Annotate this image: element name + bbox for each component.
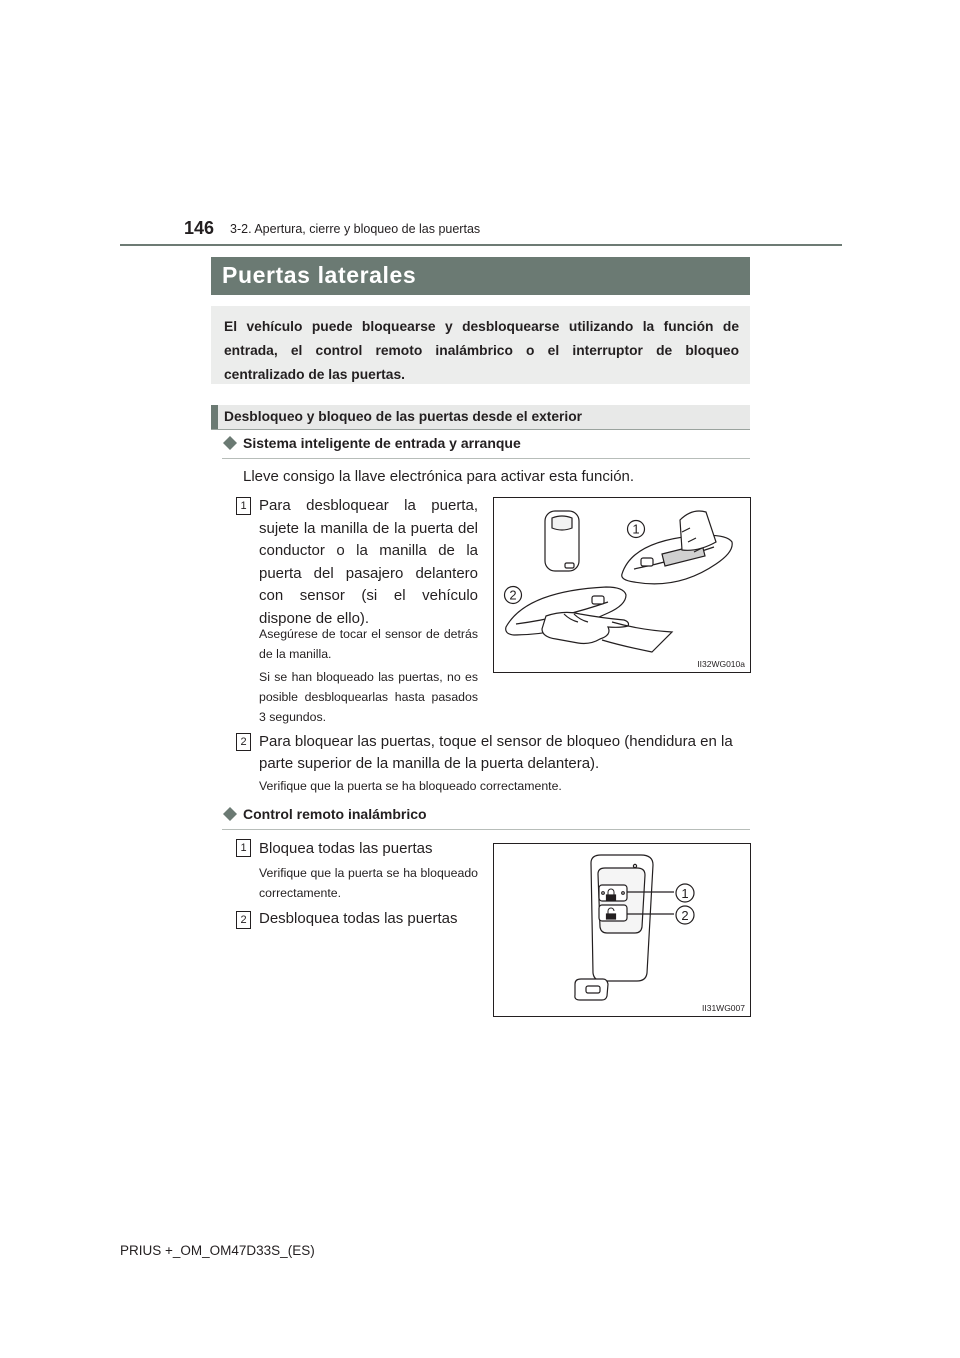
subsection-title: Desbloqueo y bloqueo de las puertas desde el exterior <box>224 409 583 424</box>
page-title: Puertas laterales <box>222 262 417 288</box>
page-number: 146 <box>184 218 215 238</box>
remote-heading-text: Control remoto inalámbrico <box>243 806 427 822</box>
step-badge-1: 1 <box>236 497 251 515</box>
step-2-text: Para bloquear las puertas, toque el sensor de bloqueo (hendidura en la parte superior de la manilla de la puerta delantera). <box>259 733 733 772</box>
figure-1-callout-1: 1 <box>632 521 640 537</box>
page-title-bar <box>211 257 750 295</box>
subsection-accent <box>211 405 218 429</box>
remote-badge-1: 1 <box>236 839 251 857</box>
remote-item-2-text: Desbloquea todas las puertas <box>259 910 458 927</box>
smart-entry-heading-text: Sistema inteligente de entrada y arranque <box>243 435 521 451</box>
subsection-bar <box>211 405 750 430</box>
door-handle-figure <box>493 497 751 673</box>
remote-item-1-text: Bloquea todas las puertas <box>259 840 433 857</box>
figure-2-callout-1: 1 <box>681 886 689 901</box>
step-badge-2: 2 <box>236 733 251 751</box>
figure-1-code: II32WG010a <box>697 659 745 669</box>
figure-1-callout-2: 2 <box>509 587 517 603</box>
figure-2-code: II31WG007 <box>702 1003 745 1013</box>
diamond-icon <box>222 806 238 822</box>
remote-item-1-note: Verifique que la puerta se ha bloqueado correctamente. <box>259 866 478 900</box>
remote-heading <box>222 805 750 830</box>
smart-entry-heading <box>222 434 750 459</box>
remote-badge-2: 2 <box>236 911 251 929</box>
header-divider <box>120 244 842 246</box>
smart-entry-intro: Lleve consigo la llave electrónica para activar esta función. <box>243 468 635 485</box>
figure-2-callout-2: 2 <box>681 908 689 923</box>
intro-box <box>211 306 750 384</box>
door-handle-illustration <box>494 498 750 672</box>
step-1-text: Para desbloquear la puerta, sujete la manilla de la puerta del conductor o la manilla de la puerta del pasajero delantero con sensor (si el vehículo dispone de ello). <box>259 497 478 627</box>
section-breadcrumb: 3-2. Apertura, cierre y bloqueo de las puertas <box>230 222 481 236</box>
footer-doc-code: PRIUS +_OM_OM47D33S_(ES) <box>120 1243 315 1258</box>
key-fob-figure <box>493 843 751 1017</box>
diamond-icon <box>222 435 238 451</box>
intro-text: El vehículo puede bloquearse y desbloquearse utilizando la función de entrada, el control remoto inalámbrico o el interruptor de bloqueo centralizado de las puertas. <box>224 319 739 382</box>
key-fob-illustration <box>494 844 750 1016</box>
step-1-note-1: Asegúrese de tocar el sensor de detrás de la manilla. <box>259 627 478 661</box>
step-1-note-2: Si se han bloqueado las puertas, no es posible desbloquearlas hasta pasados 3 segundos. <box>259 670 478 724</box>
step-2-note: Verifique que la puerta se ha bloqueado correctamente. <box>259 779 562 793</box>
